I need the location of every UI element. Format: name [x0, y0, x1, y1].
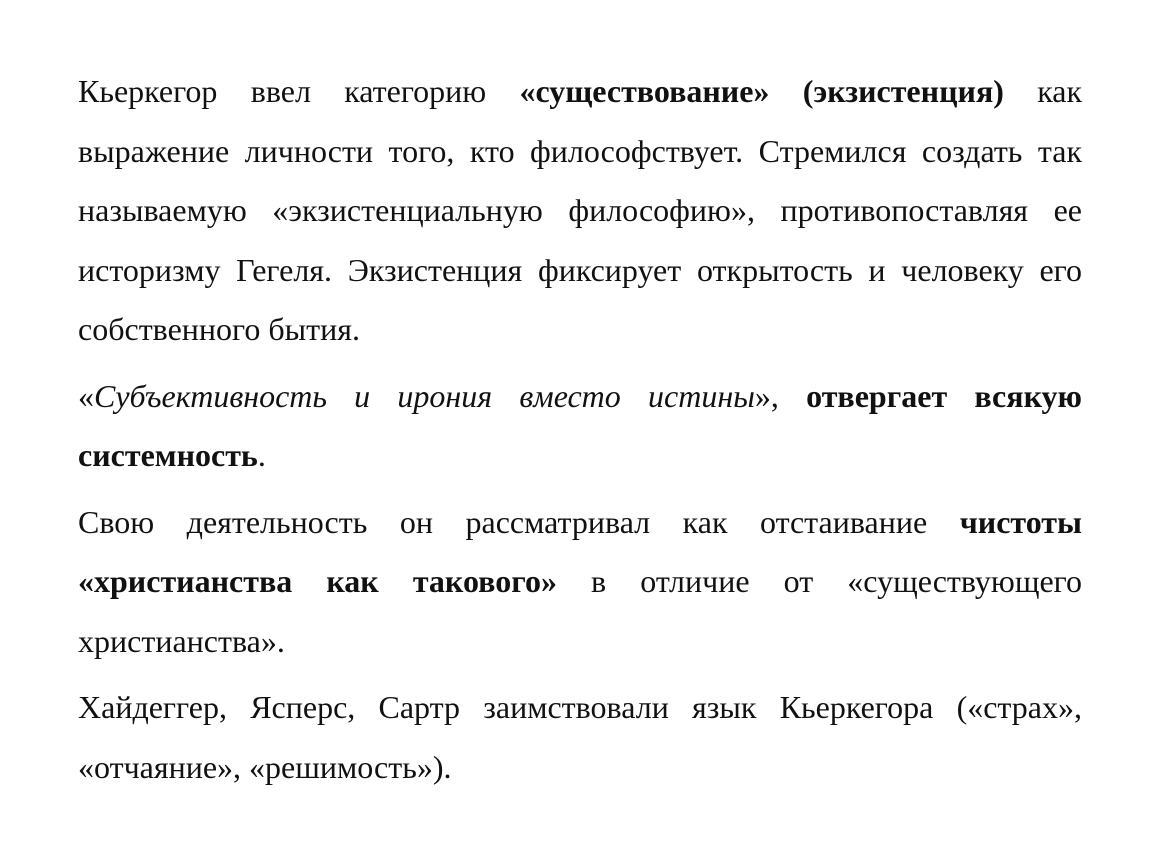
italic-quote-subjectivity: Субъективность и ирония вместо истины [94, 377, 755, 414]
text-segment: как выражение личности того, кто философствует. Стремился создать так называемую «экзистенциальную философию», противопоставляя ее историзму Гегеля. Экзистенция фиксирует открытость и человеку его собственного бытия. [78, 73, 1083, 347]
paragraph-existence [78, 62, 1082, 360]
text-segment: . [257, 437, 266, 473]
bold-phrase-christianity: чистоты «христианства как такового» [78, 503, 1082, 599]
paragraph-christianity [78, 493, 1082, 672]
text-segment: « [78, 377, 94, 414]
text-segment: », [754, 377, 807, 414]
bold-term-existence: «существование» (экзистенция) [519, 73, 1004, 109]
paragraph-subjectivity [78, 367, 1082, 486]
text-segment: Хайдеггер, Ясперс, Сартр заимствовали язык Кьеркегора («страх», «отчаяние», «решимость»). [78, 689, 1082, 785]
text-segment: в отличие от «существующего христианства». [78, 563, 1083, 659]
bold-phrase-rejects-system: отвергает всякую системность [78, 377, 1083, 473]
text-segment: Свою деятельность он рассматривал как отстаивание [78, 503, 960, 540]
paragraph-followers [78, 678, 1082, 797]
text-segment: Кьеркегор ввел категорию [78, 73, 520, 109]
document-page [78, 62, 1082, 804]
